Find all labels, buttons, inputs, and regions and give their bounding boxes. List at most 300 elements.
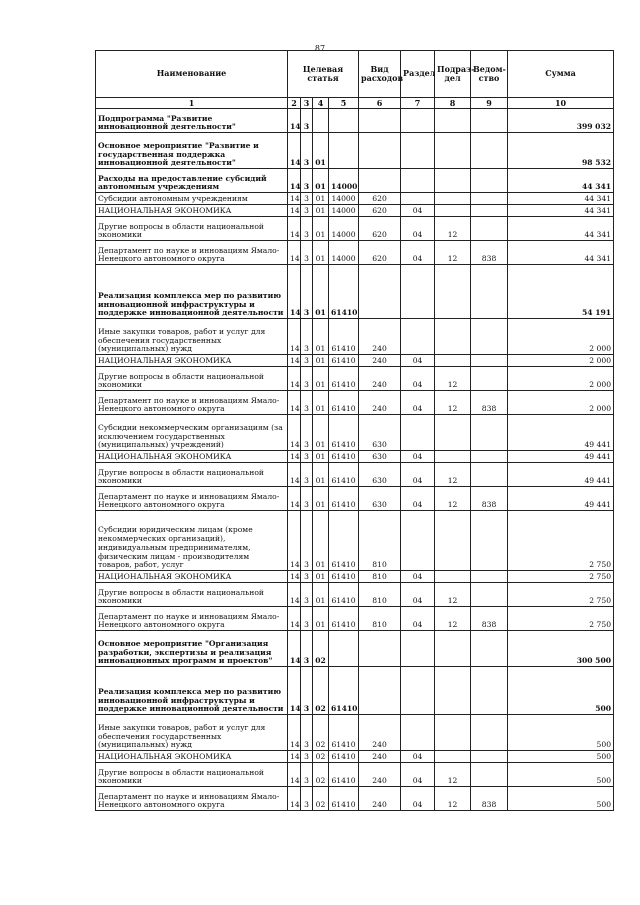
cell-vedomstvo: 838 [471, 607, 508, 631]
cell-podrazdel [435, 415, 471, 451]
cell-summa: 44 341 [508, 205, 614, 217]
cell-name: НАЦИОНАЛЬНАЯ ЭКОНОМИКА [96, 205, 288, 217]
cell-vedomstvo [471, 463, 508, 487]
table-row [96, 391, 614, 415]
cell-vid: 810 [359, 511, 401, 571]
col-number: 5 [329, 98, 359, 109]
cell-vid: 810 [359, 583, 401, 607]
cell-summa: 2 000 [508, 319, 614, 355]
cell-summa: 300 500 [508, 631, 614, 667]
cell-target-1: 14 [288, 241, 301, 265]
cell-target-3: 01 [313, 169, 329, 193]
cell-vid: 240 [359, 715, 401, 751]
cell-vedomstvo: 838 [471, 487, 508, 511]
table-row [96, 631, 614, 667]
cell-target-4: 61410 [329, 583, 359, 607]
cell-podrazdel [435, 451, 471, 463]
cell-vedomstvo [471, 631, 508, 667]
cell-razdel: 04 [401, 205, 435, 217]
cell-target-2: 3 [301, 451, 313, 463]
cell-target-4: 61410 [329, 265, 359, 319]
cell-name: НАЦИОНАЛЬНАЯ ЭКОНОМИКА [96, 355, 288, 367]
cell-summa: 2 000 [508, 367, 614, 391]
cell-summa: 500 [508, 763, 614, 787]
cell-vid [359, 667, 401, 715]
cell-podrazdel [435, 205, 471, 217]
cell-target-1: 14 [288, 451, 301, 463]
cell-podrazdel [435, 355, 471, 367]
cell-target-1: 14 [288, 511, 301, 571]
col-number: 6 [359, 98, 401, 109]
col-number: 4 [313, 98, 329, 109]
cell-target-2: 3 [301, 205, 313, 217]
cell-summa: 2 750 [508, 571, 614, 583]
cell-target-2: 3 [301, 319, 313, 355]
cell-summa: 500 [508, 751, 614, 763]
cell-target-1: 14 [288, 751, 301, 763]
cell-target-2: 3 [301, 169, 313, 193]
cell-target-3: 01 [313, 205, 329, 217]
cell-target-1: 14 [288, 355, 301, 367]
cell-vid: 240 [359, 367, 401, 391]
cell-summa: 500 [508, 667, 614, 715]
table-row [96, 415, 614, 451]
table-row [96, 109, 614, 133]
cell-razdel [401, 265, 435, 319]
cell-name: Реализация комплекса мер по развитию инновационной инфраструктуры и поддержке инновационной деятельности [96, 265, 288, 319]
cell-razdel [401, 415, 435, 451]
cell-podrazdel [435, 631, 471, 667]
cell-summa: 2 750 [508, 583, 614, 607]
cell-vedomstvo [471, 355, 508, 367]
cell-podrazdel: 12 [435, 487, 471, 511]
col-number: 10 [508, 98, 614, 109]
cell-target-1: 14 [288, 205, 301, 217]
cell-target-1: 14 [288, 391, 301, 415]
cell-summa: 44 341 [508, 193, 614, 205]
cell-vid: 620 [359, 241, 401, 265]
cell-target-2: 3 [301, 607, 313, 631]
cell-target-1: 14 [288, 109, 301, 133]
cell-target-3: 01 [313, 511, 329, 571]
header-target: Целевая статья [288, 51, 359, 98]
cell-vid: 620 [359, 193, 401, 205]
cell-vedomstvo: 838 [471, 787, 508, 811]
cell-target-4: 61410 [329, 751, 359, 763]
cell-name: Подпрограмма "Развитие инновационной деятельности" [96, 109, 288, 133]
cell-podrazdel: 12 [435, 763, 471, 787]
table-row [96, 607, 614, 631]
cell-target-4: 61410 [329, 487, 359, 511]
header-podrazdel: Подраз-дел [435, 51, 471, 98]
cell-razdel [401, 631, 435, 667]
cell-target-4: 61410 [329, 763, 359, 787]
cell-target-3: 02 [313, 787, 329, 811]
cell-target-1: 14 [288, 487, 301, 511]
cell-target-2: 3 [301, 583, 313, 607]
cell-name: Иные закупки товаров, работ и услуг для обеспечения государственных (муниципальных) нужд [96, 319, 288, 355]
cell-name: Департамент по науке и инновациям Ямало-Ненецкого автономного округа [96, 241, 288, 265]
cell-podrazdel: 12 [435, 391, 471, 415]
cell-podrazdel [435, 193, 471, 205]
table-row [96, 217, 614, 241]
cell-target-1: 14 [288, 583, 301, 607]
cell-summa: 500 [508, 787, 614, 811]
table-row [96, 205, 614, 217]
cell-vid: 240 [359, 751, 401, 763]
cell-target-2: 3 [301, 217, 313, 241]
cell-razdel: 04 [401, 763, 435, 787]
col-number: 3 [301, 98, 313, 109]
cell-target-3: 01 [313, 193, 329, 205]
cell-target-3: 01 [313, 241, 329, 265]
cell-target-1: 14 [288, 367, 301, 391]
header-name: Наименование [96, 51, 288, 98]
header-vedomstvo: Ведом-ство [471, 51, 508, 98]
cell-target-2: 3 [301, 391, 313, 415]
cell-summa: 2 000 [508, 391, 614, 415]
cell-podrazdel [435, 667, 471, 715]
cell-podrazdel [435, 751, 471, 763]
table-row [96, 511, 614, 571]
cell-target-2: 3 [301, 265, 313, 319]
cell-target-3: 02 [313, 763, 329, 787]
cell-vedomstvo [471, 415, 508, 451]
cell-vid [359, 631, 401, 667]
cell-target-1: 14 [288, 715, 301, 751]
budget-table [95, 50, 614, 811]
cell-vedomstvo [471, 715, 508, 751]
cell-summa: 44 341 [508, 241, 614, 265]
cell-target-3: 02 [313, 631, 329, 667]
cell-name: НАЦИОНАЛЬНАЯ ЭКОНОМИКА [96, 751, 288, 763]
cell-podrazdel [435, 109, 471, 133]
cell-summa: 2 000 [508, 355, 614, 367]
cell-target-3: 01 [313, 133, 329, 169]
cell-name: Другие вопросы в области национальной экономики [96, 217, 288, 241]
table-row [96, 241, 614, 265]
cell-vedomstvo [471, 571, 508, 583]
col-number: 9 [471, 98, 508, 109]
cell-target-1: 14 [288, 763, 301, 787]
cell-vedomstvo [471, 169, 508, 193]
cell-target-1: 14 [288, 415, 301, 451]
cell-razdel [401, 193, 435, 205]
cell-vedomstvo [471, 205, 508, 217]
cell-razdel: 04 [401, 391, 435, 415]
table-row [96, 367, 614, 391]
cell-target-2: 3 [301, 715, 313, 751]
cell-target-1: 14 [288, 193, 301, 205]
table-row [96, 487, 614, 511]
cell-target-4: 14000 [329, 169, 359, 193]
table-row [96, 265, 614, 319]
table-row [96, 667, 614, 715]
cell-vedomstvo [471, 193, 508, 205]
cell-summa: 49 441 [508, 451, 614, 463]
cell-target-4 [329, 133, 359, 169]
cell-vedomstvo [471, 763, 508, 787]
cell-name: Реализация комплекса мер по развитию инновационной инфраструктуры и поддержке инновационной деятельности [96, 667, 288, 715]
cell-vedomstvo [471, 265, 508, 319]
table-row [96, 763, 614, 787]
cell-razdel [401, 715, 435, 751]
col-number: 1 [96, 98, 288, 109]
cell-razdel: 04 [401, 463, 435, 487]
cell-target-2: 3 [301, 463, 313, 487]
cell-vid: 630 [359, 463, 401, 487]
cell-name: Основное мероприятие "Развитие и государственная поддержка инновационной деятельности" [96, 133, 288, 169]
cell-name: Субсидии юридическим лицам (кроме некоммерческих организаций), индивидуальным предпринимателям, физическим лицам - производителям товаров, работ, услуг [96, 511, 288, 571]
cell-target-3: 01 [313, 487, 329, 511]
col-number: 7 [401, 98, 435, 109]
cell-razdel: 04 [401, 751, 435, 763]
cell-target-2: 3 [301, 487, 313, 511]
header-row [96, 51, 614, 98]
cell-target-4: 61410 [329, 355, 359, 367]
cell-target-3: 01 [313, 265, 329, 319]
cell-target-4: 61410 [329, 367, 359, 391]
cell-vedomstvo [471, 511, 508, 571]
cell-name: Другие вопросы в области национальной экономики [96, 583, 288, 607]
cell-razdel [401, 319, 435, 355]
cell-name: Другие вопросы в области национальной экономики [96, 367, 288, 391]
table-row [96, 787, 614, 811]
cell-vedomstvo: 838 [471, 241, 508, 265]
cell-target-4: 61410 [329, 319, 359, 355]
cell-target-3: 02 [313, 667, 329, 715]
cell-vedomstvo [471, 667, 508, 715]
cell-target-1: 14 [288, 169, 301, 193]
cell-target-1: 14 [288, 217, 301, 241]
cell-target-4: 61410 [329, 607, 359, 631]
cell-target-4: 14000 [329, 205, 359, 217]
cell-target-1: 14 [288, 667, 301, 715]
cell-razdel: 04 [401, 487, 435, 511]
cell-podrazdel: 12 [435, 367, 471, 391]
cell-target-3: 01 [313, 391, 329, 415]
cell-target-3: 01 [313, 607, 329, 631]
cell-razdel: 04 [401, 367, 435, 391]
cell-target-2: 3 [301, 511, 313, 571]
cell-vedomstvo [471, 451, 508, 463]
cell-razdel [401, 169, 435, 193]
cell-podrazdel: 12 [435, 583, 471, 607]
cell-vid [359, 265, 401, 319]
cell-target-1: 14 [288, 631, 301, 667]
cell-vid [359, 109, 401, 133]
cell-target-2: 3 [301, 631, 313, 667]
cell-target-2: 3 [301, 763, 313, 787]
cell-summa: 500 [508, 715, 614, 751]
cell-target-2: 3 [301, 133, 313, 169]
cell-name: Субсидии некоммерческим организациям (за исключением государственных (муниципальных) учреждений) [96, 415, 288, 451]
cell-summa: 44 341 [508, 169, 614, 193]
cell-name: Субсидии автономным учреждениям [96, 193, 288, 205]
cell-vid [359, 169, 401, 193]
table-row [96, 169, 614, 193]
cell-vid: 630 [359, 487, 401, 511]
cell-razdel: 04 [401, 787, 435, 811]
cell-name: Департамент по науке и инновациям Ямало-Ненецкого автономного округа [96, 787, 288, 811]
table-row [96, 715, 614, 751]
cell-podrazdel [435, 511, 471, 571]
cell-name: Другие вопросы в области национальной экономики [96, 463, 288, 487]
cell-target-1: 14 [288, 463, 301, 487]
cell-target-4 [329, 109, 359, 133]
cell-razdel [401, 511, 435, 571]
cell-target-3: 02 [313, 751, 329, 763]
cell-summa: 399 032 [508, 109, 614, 133]
cell-vedomstvo [471, 217, 508, 241]
table-body [96, 109, 614, 811]
cell-target-3: 01 [313, 415, 329, 451]
cell-podrazdel: 12 [435, 787, 471, 811]
cell-vid: 240 [359, 391, 401, 415]
cell-podrazdel [435, 571, 471, 583]
cell-vid: 240 [359, 319, 401, 355]
cell-name: НАЦИОНАЛЬНАЯ ЭКОНОМИКА [96, 571, 288, 583]
table-row [96, 583, 614, 607]
cell-target-3: 01 [313, 217, 329, 241]
table-row [96, 133, 614, 169]
cell-summa: 2 750 [508, 607, 614, 631]
cell-vedomstvo [471, 109, 508, 133]
cell-vedomstvo [471, 583, 508, 607]
cell-target-2: 3 [301, 667, 313, 715]
cell-target-1: 14 [288, 571, 301, 583]
cell-target-1: 14 [288, 607, 301, 631]
cell-vedomstvo: 838 [471, 391, 508, 415]
cell-target-4: 14000 [329, 217, 359, 241]
cell-name: Другие вопросы в области национальной экономики [96, 763, 288, 787]
table-row [96, 571, 614, 583]
cell-target-3: 01 [313, 571, 329, 583]
cell-target-1: 14 [288, 319, 301, 355]
cell-target-2: 3 [301, 355, 313, 367]
page-number: 87 [314, 44, 326, 53]
cell-vid: 240 [359, 355, 401, 367]
cell-razdel: 04 [401, 217, 435, 241]
col-number: 2 [288, 98, 301, 109]
cell-vid: 240 [359, 763, 401, 787]
cell-target-1: 14 [288, 265, 301, 319]
cell-name: Расходы на предоставление субсидий автономным учреждениям [96, 169, 288, 193]
cell-target-2: 3 [301, 367, 313, 391]
cell-razdel: 04 [401, 571, 435, 583]
cell-razdel: 04 [401, 583, 435, 607]
cell-summa: 49 441 [508, 487, 614, 511]
cell-target-1: 14 [288, 133, 301, 169]
cell-target-3: 01 [313, 367, 329, 391]
cell-vid: 630 [359, 451, 401, 463]
cell-podrazdel [435, 265, 471, 319]
cell-target-4: 61410 [329, 391, 359, 415]
cell-name: Иные закупки товаров, работ и услуг для обеспечения государственных (муниципальных) нужд [96, 715, 288, 751]
cell-target-2: 3 [301, 751, 313, 763]
cell-target-1: 14 [288, 787, 301, 811]
cell-target-2: 3 [301, 787, 313, 811]
cell-vid: 630 [359, 415, 401, 451]
header-vid: Вид расходов [359, 51, 401, 98]
cell-target-4: 61410 [329, 463, 359, 487]
cell-vid: 240 [359, 787, 401, 811]
cell-target-4: 61410 [329, 415, 359, 451]
cell-target-3: 01 [313, 355, 329, 367]
cell-name: Департамент по науке и инновациям Ямало-Ненецкого автономного округа [96, 607, 288, 631]
cell-vedomstvo [471, 751, 508, 763]
cell-vid: 620 [359, 205, 401, 217]
cell-target-3 [313, 109, 329, 133]
cell-vid: 810 [359, 571, 401, 583]
cell-name: Департамент по науке и инновациям Ямало-Ненецкого автономного округа [96, 487, 288, 511]
table-row [96, 463, 614, 487]
cell-name: Основное мероприятие "Организация разработки, экспертизы и реализация инновационных программ и проектов" [96, 631, 288, 667]
cell-summa: 49 441 [508, 415, 614, 451]
cell-razdel [401, 667, 435, 715]
cell-target-4: 61410 [329, 451, 359, 463]
cell-name: Департамент по науке и инновациям Ямало-Ненецкого автономного округа [96, 391, 288, 415]
column-number-row [96, 98, 614, 109]
table-row [96, 355, 614, 367]
cell-podrazdel [435, 319, 471, 355]
cell-podrazdel: 12 [435, 607, 471, 631]
cell-razdel: 04 [401, 355, 435, 367]
cell-target-4: 61410 [329, 715, 359, 751]
cell-target-4: 61410 [329, 667, 359, 715]
cell-target-2: 3 [301, 571, 313, 583]
cell-podrazdel: 12 [435, 463, 471, 487]
cell-summa: 49 441 [508, 463, 614, 487]
cell-target-4: 61410 [329, 787, 359, 811]
cell-podrazdel: 12 [435, 217, 471, 241]
table-row [96, 751, 614, 763]
cell-target-2: 3 [301, 193, 313, 205]
cell-target-4: 14000 [329, 193, 359, 205]
cell-target-3: 01 [313, 451, 329, 463]
cell-razdel: 04 [401, 451, 435, 463]
cell-vid: 810 [359, 607, 401, 631]
cell-summa: 98 532 [508, 133, 614, 169]
cell-name: НАЦИОНАЛЬНАЯ ЭКОНОМИКА [96, 451, 288, 463]
cell-target-3: 02 [313, 715, 329, 751]
cell-razdel: 04 [401, 241, 435, 265]
cell-summa: 2 750 [508, 511, 614, 571]
cell-podrazdel [435, 715, 471, 751]
cell-target-2: 3 [301, 109, 313, 133]
header-summa: Сумма [508, 51, 614, 98]
cell-target-4: 61410 [329, 511, 359, 571]
cell-vedomstvo [471, 133, 508, 169]
table-row [96, 193, 614, 205]
cell-target-4: 14000 [329, 241, 359, 265]
cell-vid: 620 [359, 217, 401, 241]
col-number: 8 [435, 98, 471, 109]
cell-vid [359, 133, 401, 169]
cell-target-3: 01 [313, 319, 329, 355]
table-row [96, 451, 614, 463]
cell-razdel [401, 109, 435, 133]
header-razdel: Раздел [401, 51, 435, 98]
cell-target-4: 61410 [329, 571, 359, 583]
cell-vedomstvo [471, 319, 508, 355]
cell-target-3: 01 [313, 583, 329, 607]
cell-summa: 54 191 [508, 265, 614, 319]
cell-vedomstvo [471, 367, 508, 391]
cell-razdel [401, 133, 435, 169]
cell-podrazdel [435, 133, 471, 169]
cell-target-3: 01 [313, 463, 329, 487]
